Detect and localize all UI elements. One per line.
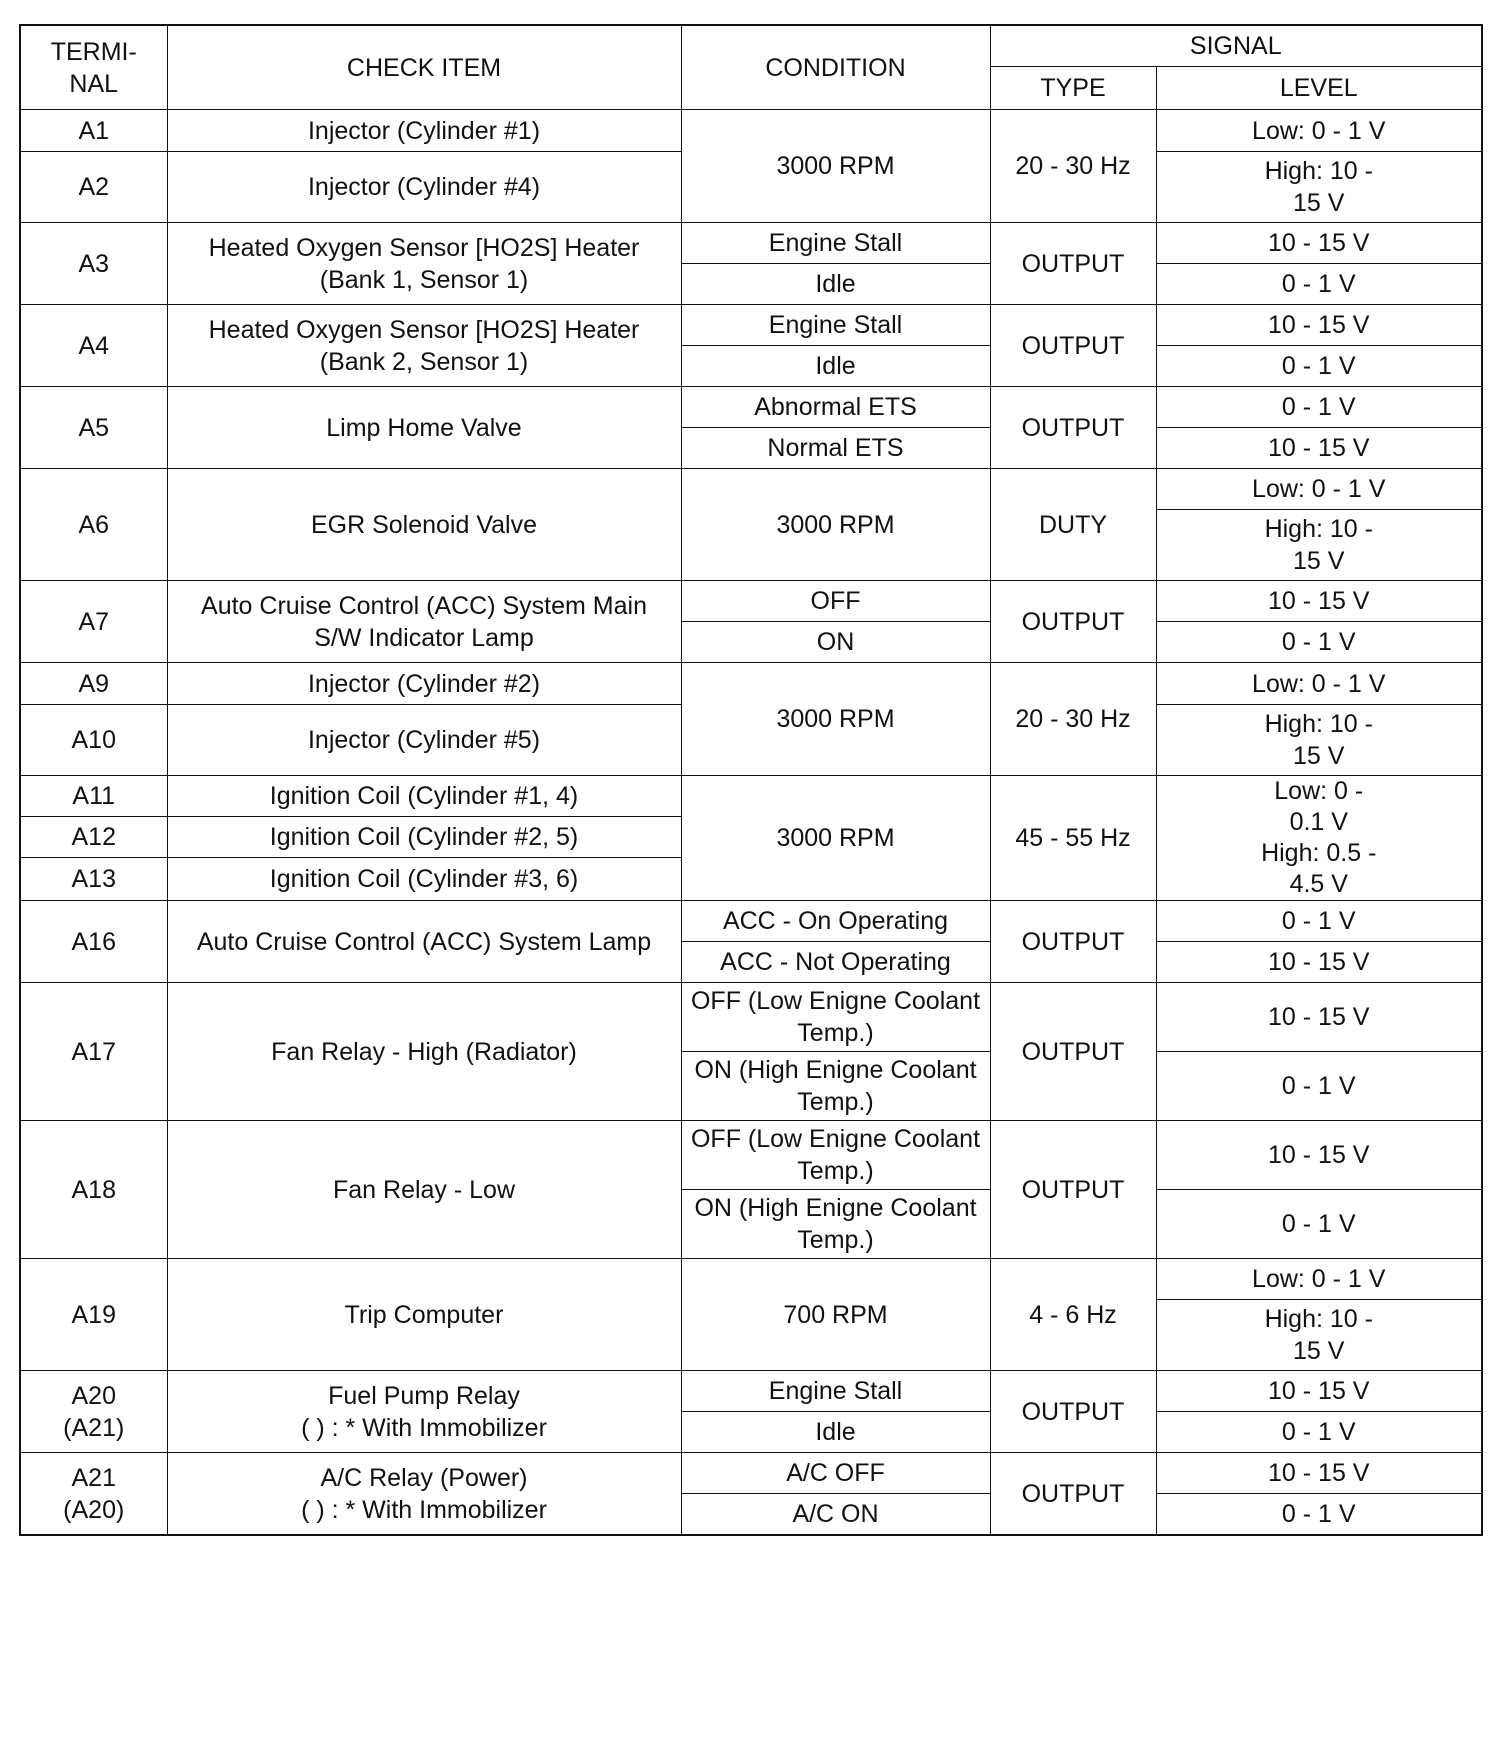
condition-cell: 3000 RPM: [681, 110, 990, 223]
type-cell: OUTPUT: [990, 223, 1156, 305]
condition-cell: OFF (Low Enigne Coolant Temp.): [681, 1121, 990, 1190]
terminal-cell: A4: [20, 305, 167, 387]
condition-cell: Engine Stall: [681, 1371, 990, 1412]
check-item-cell: EGR Solenoid Valve: [167, 469, 681, 581]
condition-cell: OFF (Low Enigne Coolant Temp.): [681, 983, 990, 1052]
condition-cell: ON (High Enigne Coolant Temp.): [681, 1190, 990, 1259]
table-row: [20, 663, 1482, 705]
terminal-cell: A6: [20, 469, 167, 581]
header-check-item: CHECK ITEM: [167, 25, 681, 110]
type-cell: OUTPUT: [990, 305, 1156, 387]
terminal-cell: A20 (A21): [20, 1371, 167, 1453]
type-cell: DUTY: [990, 469, 1156, 581]
table-row: [20, 581, 1482, 622]
type-cell: OUTPUT: [990, 983, 1156, 1121]
condition-cell: Idle: [681, 346, 990, 387]
check-item-cell: Limp Home Valve: [167, 387, 681, 469]
condition-cell: OFF: [681, 581, 990, 622]
level-cell: 0 - 1 V: [1156, 1412, 1482, 1453]
terminal-cell: A10: [20, 705, 167, 776]
condition-cell: Engine Stall: [681, 305, 990, 346]
terminal-cell: A5: [20, 387, 167, 469]
condition-cell: 3000 RPM: [681, 663, 990, 776]
terminal-cell: A13: [20, 858, 167, 901]
level-cell: Low: 0 - 1 V: [1156, 469, 1482, 510]
check-item-cell: Fan Relay - High (Radiator): [167, 983, 681, 1121]
level-cell: Low: 0 - 1 V: [1156, 663, 1482, 705]
check-item-cell: Ignition Coil (Cylinder #3, 6): [167, 858, 681, 901]
level-cell: 10 - 15 V: [1156, 1453, 1482, 1494]
terminal-cell: A11: [20, 776, 167, 817]
terminal-check-table: [19, 24, 1483, 1536]
condition-cell: ACC - On Operating: [681, 901, 990, 942]
table-row: [20, 469, 1482, 510]
level-cell: 10 - 15 V: [1156, 305, 1482, 346]
check-item-cell: Injector (Cylinder #5): [167, 705, 681, 776]
condition-cell: ON (High Enigne Coolant Temp.): [681, 1052, 990, 1121]
level-cell: 0 - 1 V: [1156, 622, 1482, 663]
level-cell: 10 - 15 V: [1156, 1121, 1482, 1190]
check-item-cell: Injector (Cylinder #4): [167, 152, 681, 223]
type-cell: OUTPUT: [990, 901, 1156, 983]
terminal-cell: A3: [20, 223, 167, 305]
check-item-cell: Auto Cruise Control (ACC) System Lamp: [167, 901, 681, 983]
table-row: [20, 776, 1482, 817]
terminal-cell: A18: [20, 1121, 167, 1259]
check-item-cell: Ignition Coil (Cylinder #2, 5): [167, 817, 681, 858]
condition-cell: ON: [681, 622, 990, 663]
table-row: [20, 901, 1482, 942]
header-condition: CONDITION: [681, 25, 990, 110]
table-row: [20, 110, 1482, 152]
table-row: [20, 1371, 1482, 1412]
level-cell: High: 10 - 15 V: [1156, 152, 1482, 223]
type-cell: 4 - 6 Hz: [990, 1259, 1156, 1371]
condition-cell: ACC - Not Operating: [681, 942, 990, 983]
terminal-cell: A21 (A20): [20, 1453, 167, 1536]
type-cell: OUTPUT: [990, 1453, 1156, 1536]
check-item-cell: Ignition Coil (Cylinder #1, 4): [167, 776, 681, 817]
check-item-cell: A/C Relay (Power) ( ) : * With Immobilizer: [167, 1453, 681, 1536]
condition-cell: A/C ON: [681, 1494, 990, 1536]
level-cell: Low: 0 - 1 V: [1156, 1259, 1482, 1300]
level-cell: Low: 0 - 0.1 V High: 0.5 - 4.5 V: [1156, 776, 1482, 901]
terminal-cell: A19: [20, 1259, 167, 1371]
terminal-cell: A16: [20, 901, 167, 983]
level-cell: 10 - 15 V: [1156, 983, 1482, 1052]
condition-cell: Abnormal ETS: [681, 387, 990, 428]
condition-cell: 3000 RPM: [681, 776, 990, 901]
terminal-cell: A17: [20, 983, 167, 1121]
type-cell: OUTPUT: [990, 1121, 1156, 1259]
header-terminal: TERMI- NAL: [20, 25, 167, 110]
condition-cell: Idle: [681, 264, 990, 305]
level-cell: 0 - 1 V: [1156, 387, 1482, 428]
terminal-cell: A7: [20, 581, 167, 663]
type-cell: OUTPUT: [990, 581, 1156, 663]
level-cell: High: 10 - 15 V: [1156, 705, 1482, 776]
check-item-cell: Injector (Cylinder #2): [167, 663, 681, 705]
terminal-cell: A9: [20, 663, 167, 705]
table-row: [20, 1121, 1482, 1190]
table-row: [20, 1453, 1482, 1494]
terminal-cell: A1: [20, 110, 167, 152]
check-item-cell: Fuel Pump Relay ( ) : * With Immobilizer: [167, 1371, 681, 1453]
ecm-terminal-table-page: [19, 24, 1481, 1536]
level-cell: 10 - 15 V: [1156, 223, 1482, 264]
table-row: [20, 387, 1482, 428]
level-cell: 0 - 1 V: [1156, 1052, 1482, 1121]
terminal-cell: A12: [20, 817, 167, 858]
type-cell: OUTPUT: [990, 387, 1156, 469]
header-signal: SIGNAL: [990, 25, 1482, 67]
level-cell: 0 - 1 V: [1156, 1494, 1482, 1536]
check-item-cell: Auto Cruise Control (ACC) System Main S/W Indicator Lamp: [167, 581, 681, 663]
level-cell: 0 - 1 V: [1156, 901, 1482, 942]
level-cell: 10 - 15 V: [1156, 581, 1482, 622]
terminal-cell: A2: [20, 152, 167, 223]
table-row: [20, 223, 1482, 264]
level-cell: High: 10 - 15 V: [1156, 1300, 1482, 1371]
table-row: [20, 305, 1482, 346]
table-row: [20, 983, 1482, 1052]
level-cell: 0 - 1 V: [1156, 264, 1482, 305]
type-cell: 45 - 55 Hz: [990, 776, 1156, 901]
condition-cell: Normal ETS: [681, 428, 990, 469]
level-cell: 10 - 15 V: [1156, 942, 1482, 983]
table-row: [20, 1259, 1482, 1300]
level-cell: 10 - 15 V: [1156, 428, 1482, 469]
check-item-cell: Fan Relay - Low: [167, 1121, 681, 1259]
check-item-cell: Injector (Cylinder #1): [167, 110, 681, 152]
level-cell: 0 - 1 V: [1156, 1190, 1482, 1259]
check-item-cell: Heated Oxygen Sensor [HO2S] Heater (Bank 2, Sensor 1): [167, 305, 681, 387]
level-cell: 10 - 15 V: [1156, 1371, 1482, 1412]
check-item-cell: Trip Computer: [167, 1259, 681, 1371]
type-cell: OUTPUT: [990, 1371, 1156, 1453]
header-level: LEVEL: [1156, 67, 1482, 110]
header-type: TYPE: [990, 67, 1156, 110]
condition-cell: 700 RPM: [681, 1259, 990, 1371]
type-cell: 20 - 30 Hz: [990, 110, 1156, 223]
level-cell: 0 - 1 V: [1156, 346, 1482, 387]
condition-cell: A/C OFF: [681, 1453, 990, 1494]
condition-cell: Idle: [681, 1412, 990, 1453]
condition-cell: 3000 RPM: [681, 469, 990, 581]
type-cell: 20 - 30 Hz: [990, 663, 1156, 776]
check-item-cell: Heated Oxygen Sensor [HO2S] Heater (Bank 1, Sensor 1): [167, 223, 681, 305]
level-cell: Low: 0 - 1 V: [1156, 110, 1482, 152]
condition-cell: Engine Stall: [681, 223, 990, 264]
level-cell: High: 10 - 15 V: [1156, 510, 1482, 581]
